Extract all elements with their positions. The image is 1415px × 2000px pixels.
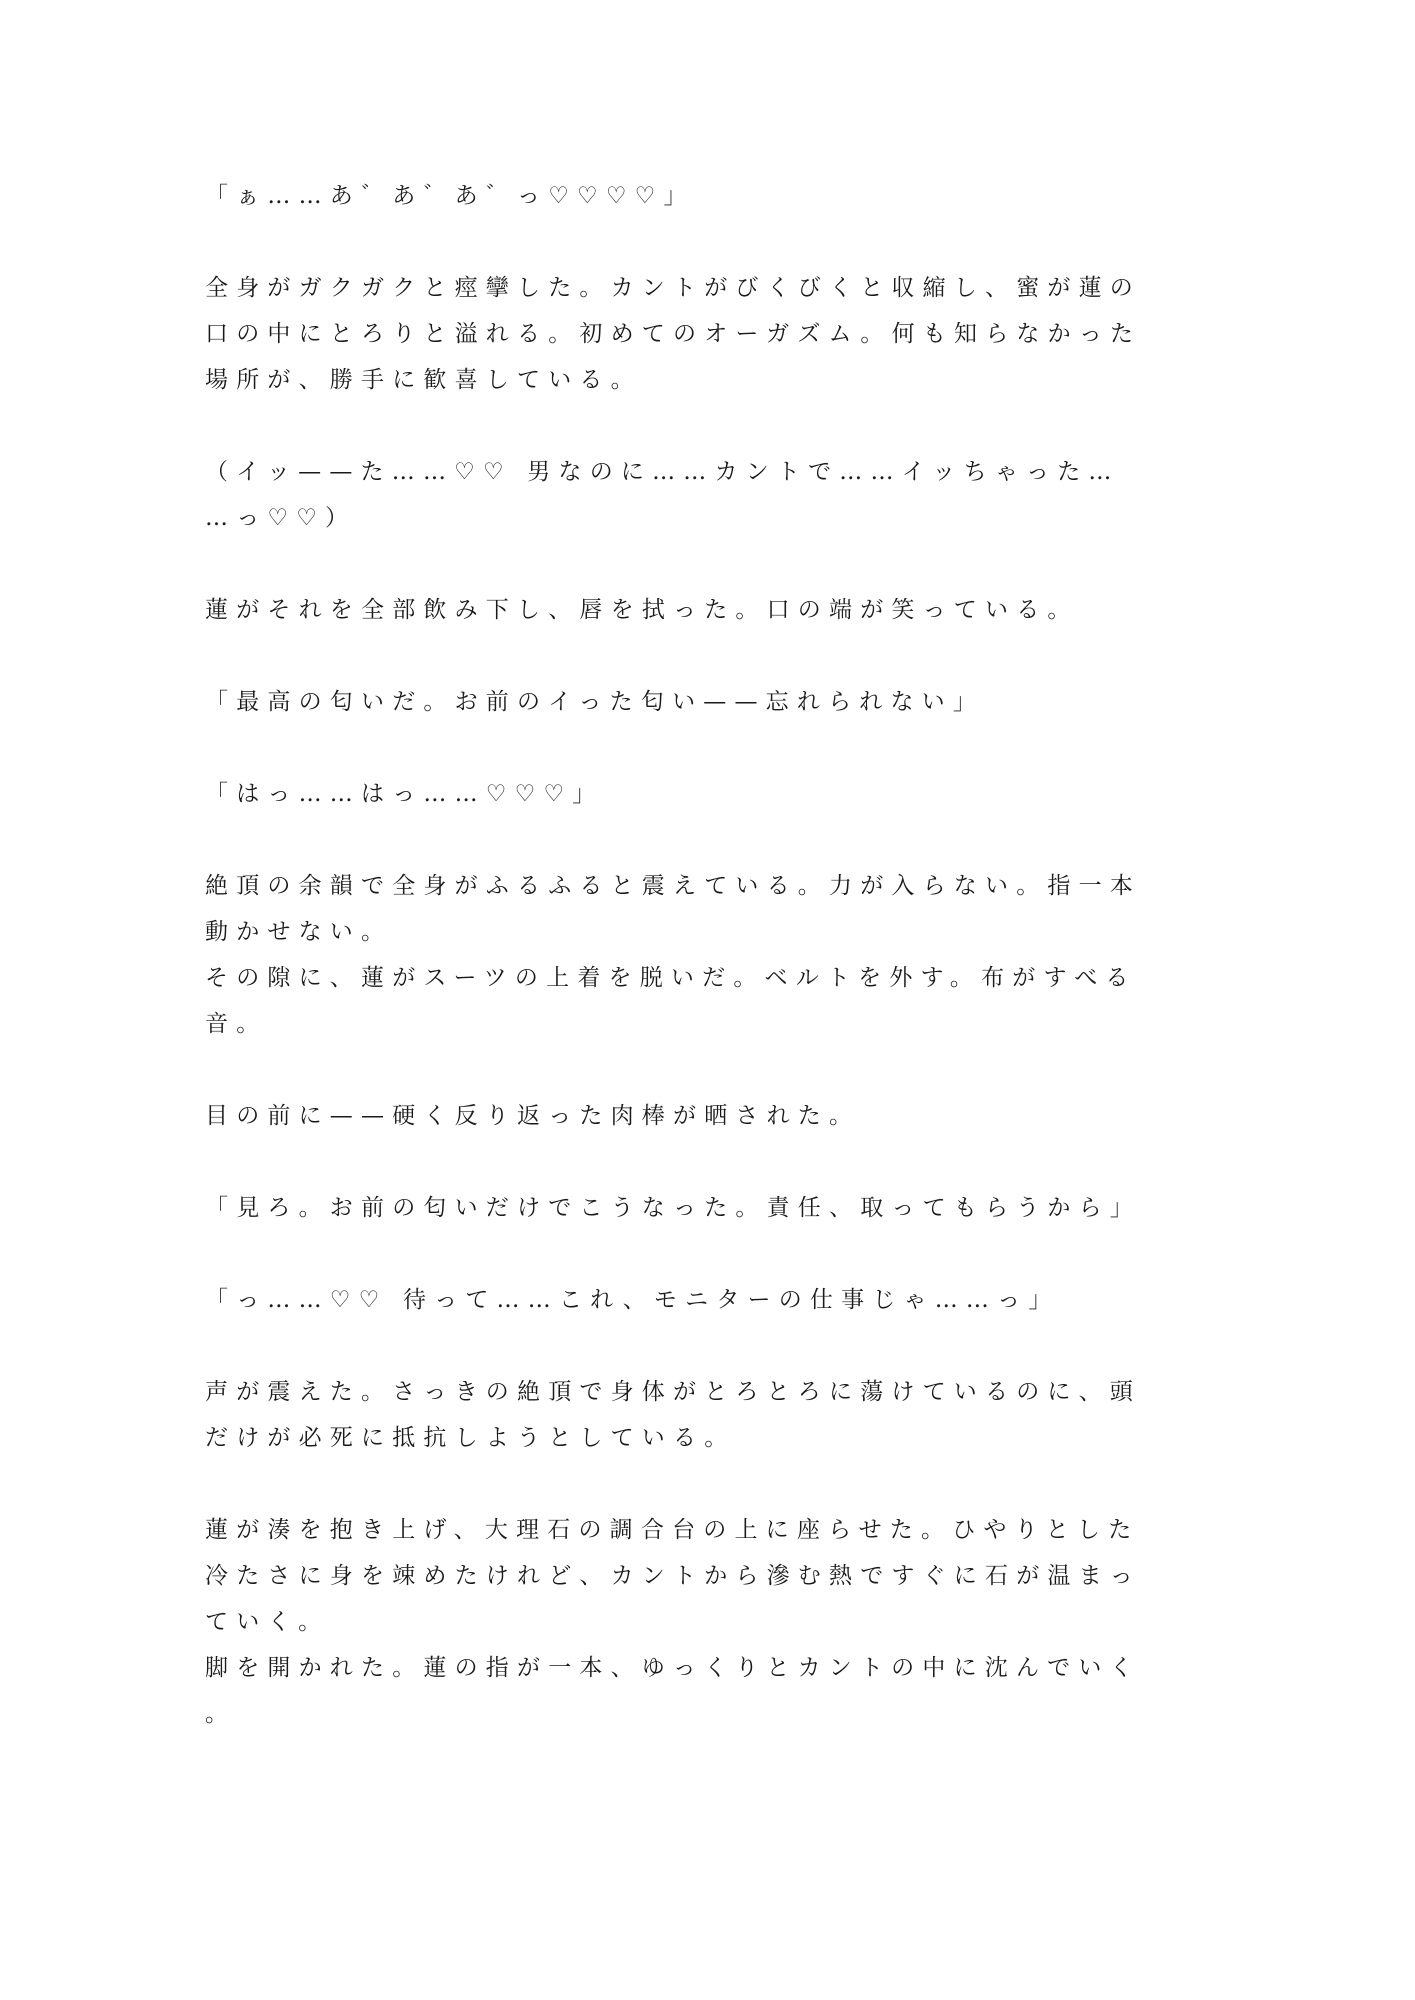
blank-line bbox=[205, 817, 1205, 863]
text-line: 「っ……♡♡ 待って……これ、モニターの仕事じゃ……っ」 bbox=[205, 1287, 1060, 1313]
blank-line bbox=[205, 219, 1205, 265]
text-line: 動かせない。 bbox=[205, 919, 393, 945]
text-line: 目の前に——硬く反り返った肉棒が晒された。 bbox=[205, 1103, 861, 1129]
blank-line bbox=[205, 1323, 1205, 1369]
text-line: 声が震えた。さっきの絶頂で身体がとろとろに蕩けているのに、頭 bbox=[205, 1379, 1141, 1405]
text-line: 絶頂の余韻で全身がふるふると震えている。力が入らない。指一本 bbox=[205, 873, 1141, 899]
blank-line bbox=[205, 1139, 1205, 1185]
text-line: 音。 bbox=[205, 1011, 268, 1037]
text-line: 口の中にとろりと溢れる。初めてのオーガズム。何も知らなかった bbox=[205, 321, 1142, 347]
blank-line bbox=[205, 1231, 1205, 1277]
text-line: 「ぁ……あ゛あ゛あ゛っ♡♡♡♡」 bbox=[205, 183, 695, 209]
blank-line bbox=[205, 541, 1205, 587]
text-line: 脚を開かれた。蓮の指が一本、ゆっくりとカントの中に沈んでいく bbox=[205, 1655, 1141, 1681]
text-line: 。 bbox=[205, 1701, 237, 1727]
document-page bbox=[205, 173, 1205, 1737]
text-line: ていく。 bbox=[205, 1609, 330, 1635]
blank-line bbox=[205, 1461, 1205, 1507]
text-line: 蓮が湊を抱き上げ、大理石の調合台の上に座らせた。ひやりとした bbox=[205, 1517, 1140, 1543]
text-line: だけが必死に抵抗しようとしている。 bbox=[205, 1425, 736, 1451]
text-line: 蓮がそれを全部飲み下し、唇を拭った。口の端が笑っている。 bbox=[205, 597, 1079, 623]
text-line: 全身がガクガクと痙攣した。カントがびくびくと収縮し、蜜が蓮の bbox=[205, 275, 1141, 301]
text-line: 冷たさに身を竦めたけれど、カントから滲む熱ですぐに石が温まっ bbox=[205, 1563, 1141, 1589]
blank-line bbox=[205, 633, 1205, 679]
text-line: 「はっ……はっ……♡♡♡」 bbox=[205, 781, 604, 807]
text-line: 「見ろ。お前の匂いだけでこうなった。責任、取ってもらうから」 bbox=[205, 1195, 1141, 1221]
blank-line bbox=[205, 725, 1205, 771]
text-line: その隙に、蓮がスーツの上着を脱いだ。ベルトを外す。布がすべる bbox=[205, 965, 1137, 991]
text-line: （イッ——た……♡♡ 男なのに……カントで……イッちゃった… bbox=[205, 459, 1120, 485]
blank-line bbox=[205, 403, 1205, 449]
text-line: 場所が、勝手に歓喜している。 bbox=[205, 367, 642, 393]
text-line: …っ♡♡） bbox=[205, 505, 357, 531]
blank-line bbox=[205, 1047, 1205, 1093]
text-line: 「最高の匂いだ。お前のイった匂い——忘れられない」 bbox=[205, 689, 985, 715]
